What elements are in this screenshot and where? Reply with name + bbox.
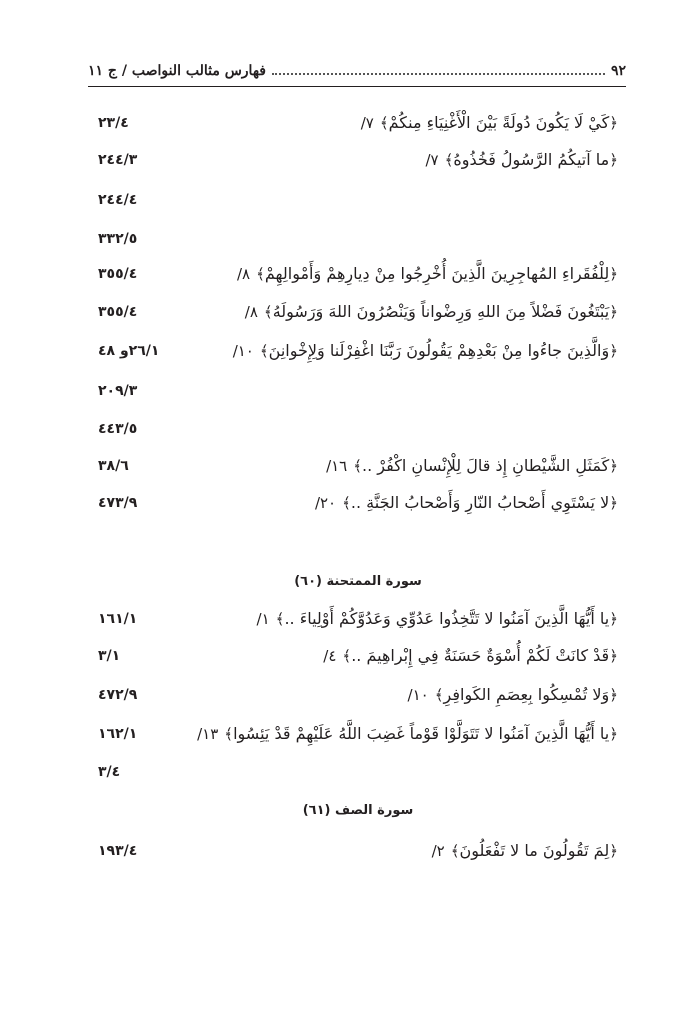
index-row — [98, 336, 618, 366]
running-title: فهارس مثالب النواصب / ج ١١ — [88, 63, 266, 79]
verse-text: ﴿لِلْفُقَراءِ المُهاجِرِينَ الَّذِينَ أُخْرِجُوا مِنْ دِيارِهِمْ وَأَمْوالِهِمْ﴾٨/ — [236, 264, 618, 283]
verse-text: ﴿لا يَسْتَوِي أَصْحابُ النّارِ وَأَصْحابُ الجَنَّةِ ..﴾٢٠/ — [314, 493, 618, 512]
index-row — [98, 836, 618, 866]
header-divider — [88, 86, 626, 87]
index-row — [98, 414, 618, 444]
page-reference: ٣/١ — [98, 648, 121, 664]
index-row — [98, 641, 618, 671]
index-row — [98, 376, 618, 406]
verse-text: ﴿كَيْ لَا يَكُونَ دُولَةً بَيْنَ الْأَغْنِيَاءِ مِنكُمْ﴾٧/ — [360, 113, 618, 132]
index-row — [98, 297, 618, 327]
index-row — [98, 145, 618, 175]
page-reference: ٣٥٥/٤ — [98, 304, 138, 320]
header-dot-leader — [272, 73, 605, 75]
page-reference: ٢٤٤/٣ — [98, 152, 138, 168]
verse-text: ﴿يَبْتَغُونَ فَضْلاً مِنَ اللهِ وَرِضْواناً وَيَنْصُرُونَ اللهَ وَرَسُولَهُ﴾٨/ — [244, 302, 618, 321]
verse-text: ﴿وَلا تُمْسِكُوا بِعِصَمِ الكَوافِرِ﴾١٠/ — [407, 685, 618, 704]
verse-text: ﴿قَدْ كانَتْ لَكُمْ أُسْوَةٌ حَسَنَةٌ فِي إِبْراهِيمَ ..﴾٤/ — [323, 646, 618, 665]
page-reference: ٤٧٣/٩ — [98, 495, 138, 511]
index-row — [98, 108, 618, 138]
verse-text: ﴿وَالَّذِينَ جاءُوا مِنْ بَعْدِهِمْ يَقُولُونَ رَبَّنَا اغْفِرْلَنا وَلِإِخْوانِنَ﴾١٠/ — [232, 341, 618, 360]
index-row — [98, 757, 618, 787]
page-reference: ٤٤٣/٥ — [98, 421, 138, 437]
verse-text: ﴿لِمَ تَقُولُونَ ما لا تَفْعَلُونَ﴾٢/ — [431, 841, 618, 860]
index-row — [98, 488, 618, 518]
verse-text: ﴿يا أَيُّهَا الَّذِينَ آمَنُوا لا تَتَوَلَّوْا قَوْماً غَضِبَ اللَّهُ عَلَيْهِمْ قَدْ يَئِسُوا﴾١٣/ — [197, 724, 618, 743]
index-row — [98, 451, 618, 481]
page-reference: ٢٣/٤ — [98, 115, 129, 131]
page-reference: ٢٠٩/٣ — [98, 383, 138, 399]
page-number: ٩٢ — [610, 63, 626, 79]
verse-text: ﴿ما آتيكُمُ الرَّسُولُ فَخُذُوهُ﴾٧/ — [425, 150, 618, 169]
page-reference: ٣٨/٦ — [98, 458, 129, 474]
page-reference: ٤٧٢/٩ — [98, 687, 138, 703]
index-row — [98, 680, 618, 710]
index-row — [98, 719, 618, 749]
index-row — [98, 185, 618, 215]
page-reference: ٣/٤ — [98, 764, 121, 780]
page-reference: ٢٤٤/٤ — [98, 192, 138, 208]
page-reference: ١٦١/١ — [98, 611, 138, 627]
page-header — [88, 58, 626, 84]
surah-heading: سورة الممتحنة (٦٠) — [294, 574, 422, 589]
page-reference: ٣٣٢/٥ — [98, 231, 138, 247]
index-row — [98, 604, 618, 634]
index-row — [98, 224, 618, 254]
page-reference: ١٦٢/١ — [98, 726, 138, 742]
page-reference: ١٩٣/٤ — [98, 843, 138, 859]
verse-text: ﴿كَمَثَلِ الشَّيْطانِ إِذ قالَ لِلْإِنْسانِ اكْفُرْ ..﴾١٦/ — [326, 456, 618, 475]
page-reference: ٢٦/١و ٤٨ — [98, 343, 160, 359]
verse-text: ﴿يا أَيُّهَا الَّذِينَ آمَنُوا لا تَتَّخِذُوا عَدُوِّي وَعَدُوَّكُمْ أَوْلِياءَ ..﴾١/ — [256, 609, 618, 628]
index-row — [98, 259, 618, 289]
page-reference: ٣٥٥/٤ — [98, 266, 138, 282]
surah-heading: سورة الصف (٦١) — [302, 803, 414, 818]
